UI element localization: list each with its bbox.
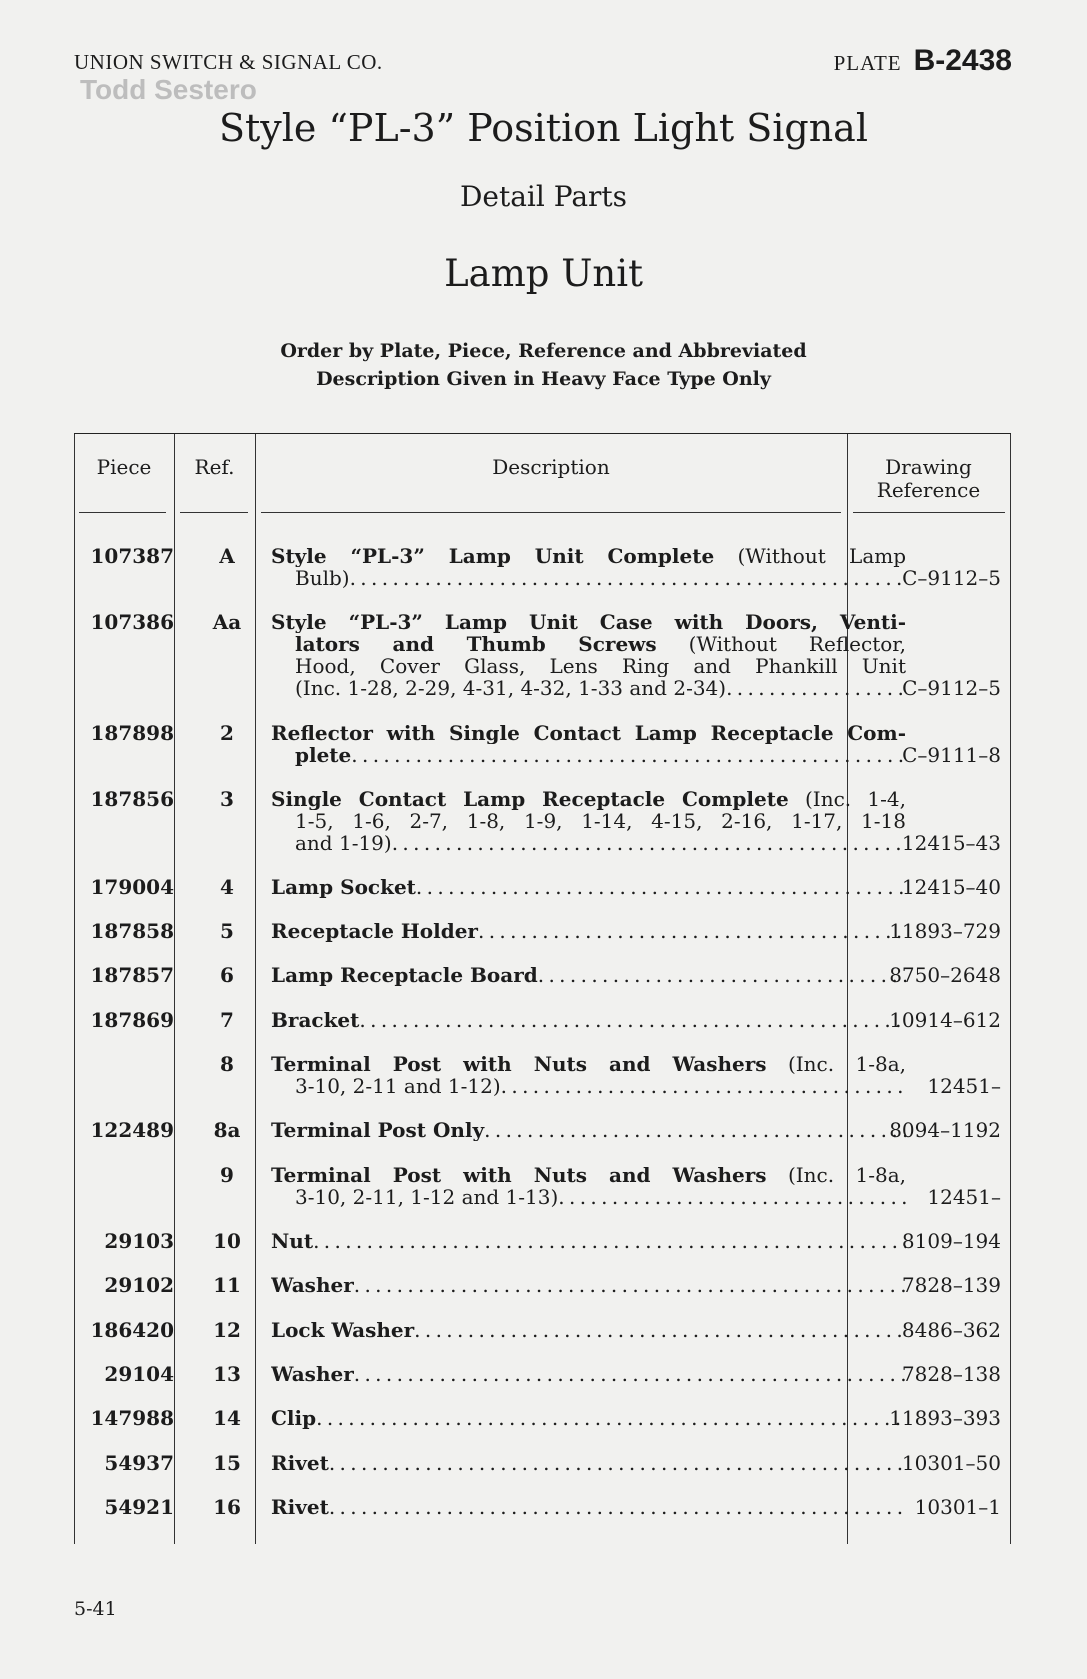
company-name: UNION SWITCH & SIGNAL CO. — [74, 50, 383, 74]
ref-code: 15 — [213, 1451, 241, 1475]
description-line — [271, 744, 906, 766]
description-text — [271, 1119, 484, 1141]
header-drawing — [847, 456, 1010, 502]
heavy-text: plete — [295, 744, 352, 766]
description-line — [271, 964, 906, 986]
description — [271, 1274, 906, 1296]
heavy-text: Rivet — [271, 1452, 329, 1474]
table-row — [74, 920, 1011, 942]
dot-leader — [484, 1119, 906, 1141]
watermark: Todd Sestero — [80, 74, 257, 105]
ref-code: Aa — [212, 610, 242, 634]
description-text — [271, 920, 478, 942]
header-description: Description — [492, 455, 610, 479]
dot-leader — [538, 964, 906, 986]
description-line — [271, 1496, 906, 1518]
drawing-reference: 8094–1192 — [889, 1118, 1001, 1142]
description-text — [271, 964, 538, 986]
page-title: Style “PL-3” Position Light Signal — [219, 106, 868, 150]
ref-code: 12 — [213, 1318, 241, 1342]
heavy-text: Rivet — [271, 1496, 329, 1518]
dot-leader — [354, 1274, 906, 1296]
drawing-reference: C–9112–5 — [902, 566, 1001, 590]
drawing-reference: 10914–612 — [889, 1008, 1001, 1032]
description — [271, 876, 906, 898]
drawing-reference: 10301–1 — [914, 1495, 1001, 1519]
description-line — [271, 611, 906, 633]
description-line — [271, 1230, 906, 1252]
description-line — [271, 722, 906, 744]
description — [271, 722, 906, 766]
piece-number: 122489 — [90, 1118, 174, 1142]
table-row — [74, 1119, 1011, 1141]
table-row — [74, 1452, 1011, 1474]
table-row — [74, 722, 1011, 766]
ref-code: 14 — [213, 1406, 241, 1430]
drawing-reference: 12451– — [927, 1074, 1001, 1098]
description-text — [271, 1319, 414, 1341]
dot-leader — [351, 744, 906, 766]
piece-number: 147988 — [90, 1406, 174, 1430]
description-line — [271, 1164, 906, 1186]
light-text: Bulb) — [295, 567, 350, 589]
table-row — [74, 964, 1011, 986]
description-text — [271, 1496, 329, 1518]
description-line — [271, 810, 906, 832]
light-text: and 1-19) — [295, 832, 392, 854]
ref-code: 9 — [220, 1163, 234, 1187]
drawing-reference: 12451– — [927, 1185, 1001, 1209]
light-text: (Inc. 1-8a, — [766, 1053, 906, 1075]
header-piece: Piece — [96, 455, 152, 479]
heavy-text: Style “PL-3” Lamp Unit Case with Doors, Venti- — [271, 611, 906, 633]
description-text — [295, 1075, 501, 1097]
dot-leader — [313, 1230, 906, 1252]
table-row — [74, 611, 1011, 699]
description-text — [295, 677, 726, 699]
heavy-text: Lock Washer — [271, 1319, 415, 1341]
ref-code: 4 — [220, 875, 234, 899]
header-ref: Ref. — [194, 455, 235, 479]
description-text — [295, 633, 906, 655]
ref-code: 8a — [213, 1118, 241, 1142]
heavy-text: Washer — [271, 1274, 354, 1296]
piece-number: 187858 — [90, 919, 174, 943]
light-text: 3-10, 2-11, 1-12 and 1-13) — [295, 1186, 559, 1208]
heavy-text: Terminal Post with Nuts and Washers — [271, 1164, 767, 1186]
heavy-text: Lamp Socket — [271, 876, 416, 898]
table-row — [74, 1319, 1011, 1341]
description-text — [271, 788, 906, 810]
description-text — [295, 567, 350, 589]
heavy-text: Bracket — [271, 1009, 360, 1031]
description-text — [271, 611, 906, 633]
description-line — [271, 655, 906, 677]
description — [271, 1319, 906, 1341]
heavy-text: Receptacle Holder — [271, 920, 478, 942]
header-drawing-line: Reference — [876, 478, 981, 502]
description-text — [271, 545, 906, 567]
order-note — [0, 337, 1087, 393]
dot-leader — [350, 567, 906, 589]
header-underline — [79, 512, 166, 513]
heavy-text: Reflector with Single Contact Lamp Receptacle Com- — [271, 722, 906, 744]
description-line — [271, 1053, 906, 1075]
drawing-reference: 8750–2648 — [889, 963, 1001, 987]
description-line — [271, 1075, 906, 1097]
plate-label: PLATE — [833, 51, 902, 75]
description-text — [271, 722, 906, 744]
description-line — [271, 1009, 906, 1031]
description — [271, 1164, 906, 1208]
description-text — [295, 832, 392, 854]
light-text: (Without Reflector, — [656, 633, 906, 655]
header-underline — [261, 512, 841, 513]
dot-leader — [414, 1319, 906, 1341]
drawing-reference: 7828–139 — [901, 1273, 1001, 1297]
table-row — [74, 545, 1011, 589]
dot-leader — [329, 1452, 906, 1474]
section-title: Lamp Unit — [444, 252, 643, 295]
description-text — [271, 1009, 359, 1031]
piece-number: 107386 — [90, 610, 174, 634]
description-text — [271, 1452, 329, 1474]
table-row — [74, 1230, 1011, 1252]
header-drawing-line: Drawing — [885, 455, 972, 479]
ref-code: A — [219, 544, 235, 568]
description-line — [271, 832, 906, 854]
description — [271, 1230, 906, 1252]
description-line — [271, 1319, 906, 1341]
dot-leader — [416, 876, 906, 898]
dot-leader — [316, 1407, 906, 1429]
ref-code: 8 — [220, 1052, 234, 1076]
light-text: 1-5, 1-6, 2-7, 1-8, 1-9, 1-14, 4-15, 2-16, 1-17, 1-18 — [295, 810, 906, 832]
description-text — [271, 1230, 313, 1252]
ref-code: 2 — [220, 721, 234, 745]
heavy-text: Lamp Receptacle Board — [271, 964, 538, 986]
drawing-reference: 8109–194 — [901, 1229, 1001, 1253]
dot-leader — [329, 1496, 906, 1518]
table-row — [74, 1407, 1011, 1429]
description-line — [271, 1452, 906, 1474]
piece-number: 179004 — [90, 875, 174, 899]
description-line — [271, 788, 906, 810]
plate-id — [834, 44, 1012, 78]
heavy-text: Clip — [271, 1407, 317, 1429]
description-line — [271, 920, 906, 942]
piece-number: 54921 — [104, 1495, 174, 1519]
drawing-reference: C–9112–5 — [902, 676, 1001, 700]
description — [271, 1363, 906, 1385]
table-row — [74, 1496, 1011, 1518]
piece-number: 107387 — [90, 544, 174, 568]
light-text: (Inc. 1-4, — [788, 788, 906, 810]
light-text: Hood, Cover Glass, Lens Ring and Phankill Unit — [295, 655, 906, 677]
drawing-reference: 8486–362 — [901, 1318, 1001, 1342]
ref-code: 11 — [213, 1273, 241, 1297]
description-text — [295, 1186, 558, 1208]
dot-leader — [501, 1075, 906, 1097]
drawing-reference: C–9111–8 — [902, 743, 1001, 767]
description — [271, 920, 906, 942]
description — [271, 788, 906, 854]
ref-code: 7 — [220, 1008, 234, 1032]
order-note-line: Description Given in Heavy Face Type Only — [316, 368, 771, 390]
piece-number: 29102 — [104, 1273, 174, 1297]
dot-leader — [354, 1363, 906, 1385]
heavy-text: Style “PL-3” Lamp Unit Complete — [271, 545, 715, 567]
drawing-reference: 12415–43 — [901, 831, 1001, 855]
piece-number: 187869 — [90, 1008, 174, 1032]
description-line — [271, 1407, 906, 1429]
description-line — [271, 1186, 906, 1208]
table-row — [74, 1053, 1011, 1097]
piece-number: 29104 — [104, 1362, 174, 1386]
description — [271, 545, 906, 589]
description — [271, 1452, 906, 1474]
table-row — [74, 788, 1011, 854]
heavy-text: Terminal Post with Nuts and Washers — [271, 1053, 767, 1075]
description — [271, 1407, 906, 1429]
dot-leader — [478, 920, 906, 942]
ref-code: 13 — [213, 1362, 241, 1386]
description-line — [271, 1363, 906, 1385]
description — [271, 1496, 906, 1518]
light-text: (Inc. 1-28, 2-29, 4-31, 4-32, 1-33 and 2-34) — [295, 677, 727, 699]
heavy-text: Washer — [271, 1363, 354, 1385]
dot-leader — [359, 1009, 906, 1031]
drawing-reference: 10301–50 — [901, 1451, 1001, 1475]
dot-leader — [392, 832, 906, 854]
drawing-reference: 7828–138 — [901, 1362, 1001, 1386]
description-line — [271, 633, 906, 655]
ref-code: 3 — [220, 787, 234, 811]
piece-number: 186420 — [90, 1318, 174, 1342]
description-line — [271, 876, 906, 898]
light-text: 3-10, 2-11 and 1-12) — [295, 1075, 501, 1097]
table-row — [74, 1009, 1011, 1031]
description-text — [271, 1363, 354, 1385]
piece-number: 187898 — [90, 721, 174, 745]
description — [271, 1053, 906, 1097]
plate-number: B-2438 — [913, 44, 1012, 77]
header-underline — [180, 512, 248, 513]
piece-number: 29103 — [104, 1229, 174, 1253]
piece-number: 54937 — [104, 1451, 174, 1475]
description-text — [295, 744, 351, 766]
light-text: (Without Lamp — [714, 545, 906, 567]
ref-code: 10 — [213, 1229, 241, 1253]
description-text — [271, 876, 416, 898]
description-text — [295, 810, 906, 832]
heavy-text: lators and Thumb Screws — [295, 633, 657, 655]
ref-code: 6 — [220, 963, 234, 987]
description-text — [271, 1274, 354, 1296]
light-text: (Inc. 1-8a, — [766, 1164, 906, 1186]
description — [271, 964, 906, 986]
piece-number: 187856 — [90, 787, 174, 811]
table-row — [74, 1274, 1011, 1296]
table-row — [74, 1363, 1011, 1385]
piece-number: 187857 — [90, 963, 174, 987]
drawing-reference: 11893–393 — [889, 1406, 1001, 1430]
description — [271, 611, 906, 699]
description — [271, 1009, 906, 1031]
description-text — [295, 655, 906, 677]
heavy-text: Nut — [271, 1230, 314, 1252]
header-underline — [853, 512, 1005, 513]
ref-code: 5 — [220, 919, 234, 943]
parts-table — [74, 433, 1011, 1544]
table-row — [74, 1164, 1011, 1208]
description-line — [271, 567, 906, 589]
heavy-text: Single Contact Lamp Receptacle Complete — [271, 788, 789, 810]
heavy-text: Terminal Post Only — [271, 1119, 485, 1141]
table-row — [74, 876, 1011, 898]
description-line — [271, 1274, 906, 1296]
description-text — [271, 1164, 906, 1186]
page-subtitle: Detail Parts — [459, 180, 628, 213]
drawing-reference: 11893–729 — [889, 919, 1001, 943]
page-number: 5-41 — [74, 1598, 117, 1620]
description-line — [271, 545, 906, 567]
description — [271, 1119, 906, 1141]
description-line — [271, 1119, 906, 1141]
order-note-line: Order by Plate, Piece, Reference and Abbreviated — [280, 340, 807, 362]
drawing-reference: 12415–40 — [901, 875, 1001, 899]
description-text — [271, 1407, 316, 1429]
description-text — [271, 1053, 906, 1075]
ref-code: 16 — [213, 1495, 241, 1519]
description-line — [271, 677, 906, 699]
